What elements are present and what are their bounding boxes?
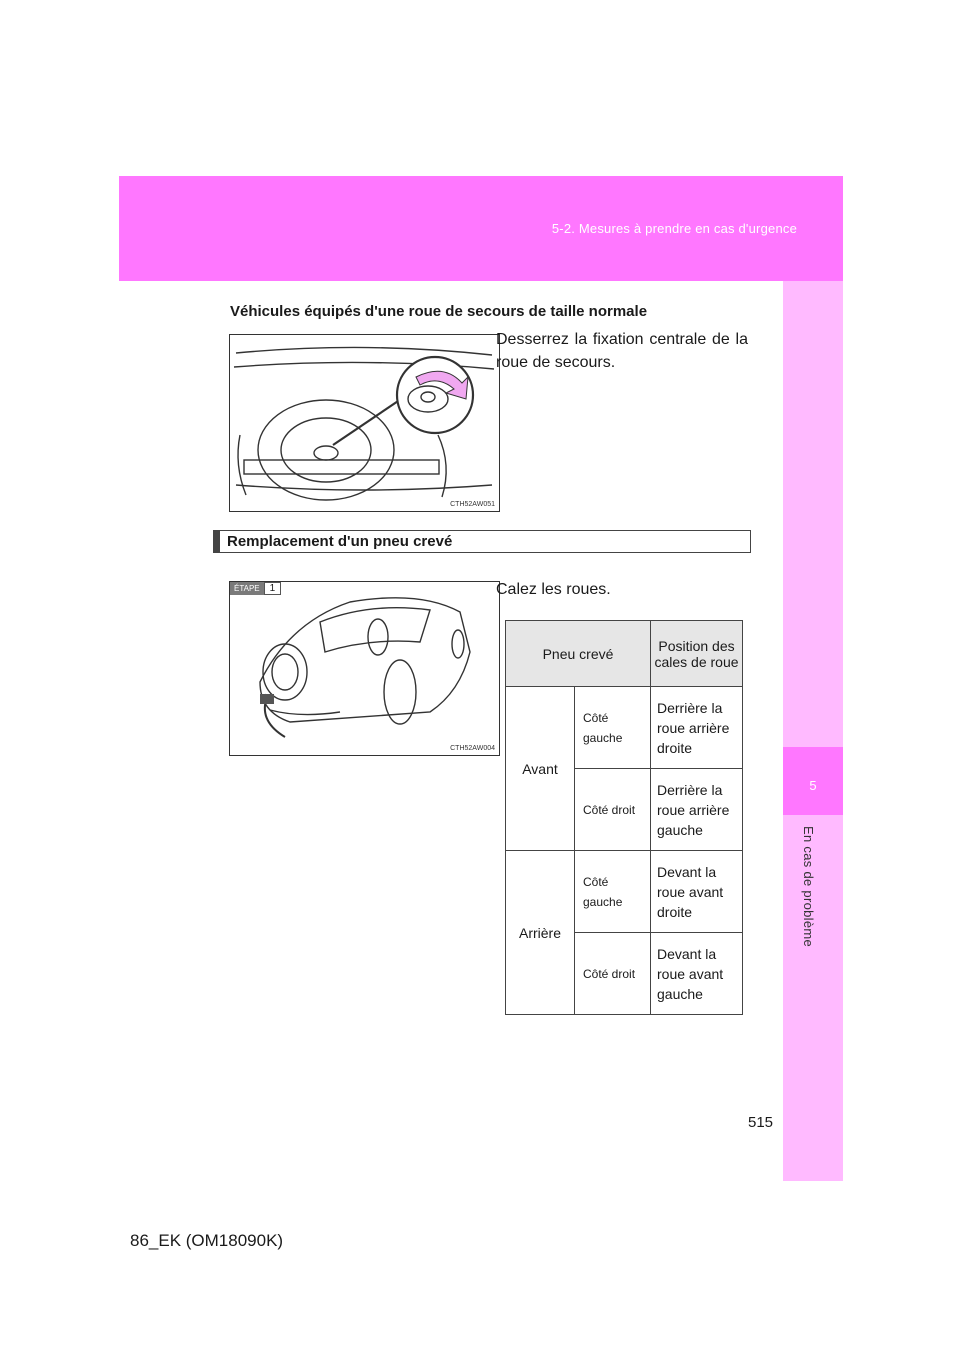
side-cell: Côté droit	[575, 933, 651, 1015]
header-flat-tire: Pneu crevé	[506, 621, 651, 687]
wheel-chock-table	[505, 620, 743, 1015]
spare-wheel-illustration	[230, 335, 499, 511]
header-chock-position: Position des cales de roue	[651, 621, 743, 687]
side-cell: Côté gauche	[575, 851, 651, 933]
chapter-title: En cas de problème	[801, 826, 816, 948]
page-number: 515	[748, 1114, 774, 1131]
chapter-number: 5	[809, 778, 817, 793]
car-chock-figure	[229, 581, 500, 756]
chock-instruction: Calez les roues.	[496, 581, 611, 598]
step-badge	[230, 582, 281, 595]
section-title: Remplacement d'un pneu crevé	[227, 533, 453, 550]
group-label: Avant	[506, 687, 575, 851]
table-row	[506, 687, 743, 769]
table-header-row	[506, 621, 743, 687]
spare-wheel-figure	[229, 334, 500, 512]
document-code: 86_EK (OM18090K)	[130, 1231, 284, 1250]
spare-subheading: Véhicules équipés d'une roue de secours de taille normale	[230, 303, 648, 320]
position-cell: Devant la roue avant gauche	[651, 933, 743, 1015]
position-cell: Derrière la roue arrière droite	[651, 687, 743, 769]
section-heading-bar	[213, 530, 751, 553]
side-cell: Côté gauche	[575, 687, 651, 769]
spare-instruction: Desserrez la fixation centrale de la roue de secours.	[496, 331, 748, 371]
group-label: Arrière	[506, 851, 575, 1015]
table-row	[506, 851, 743, 933]
section-header: 5-2. Mesures à prendre en cas d'urgence	[551, 221, 797, 236]
header-band	[119, 176, 843, 281]
position-cell: Derrière la roue arrière gauche	[651, 769, 743, 851]
position-cell: Devant la roue avant droite	[651, 851, 743, 933]
car-chock-illustration	[230, 582, 499, 755]
side-tab-strip	[783, 281, 843, 1181]
step-number: 1	[264, 582, 282, 595]
step-label: ÉTAPE	[230, 582, 264, 595]
figure-code: CTH52AW004	[450, 745, 495, 752]
figure-code: CTH52AW051	[450, 501, 495, 508]
side-cell: Côté droit	[575, 769, 651, 851]
